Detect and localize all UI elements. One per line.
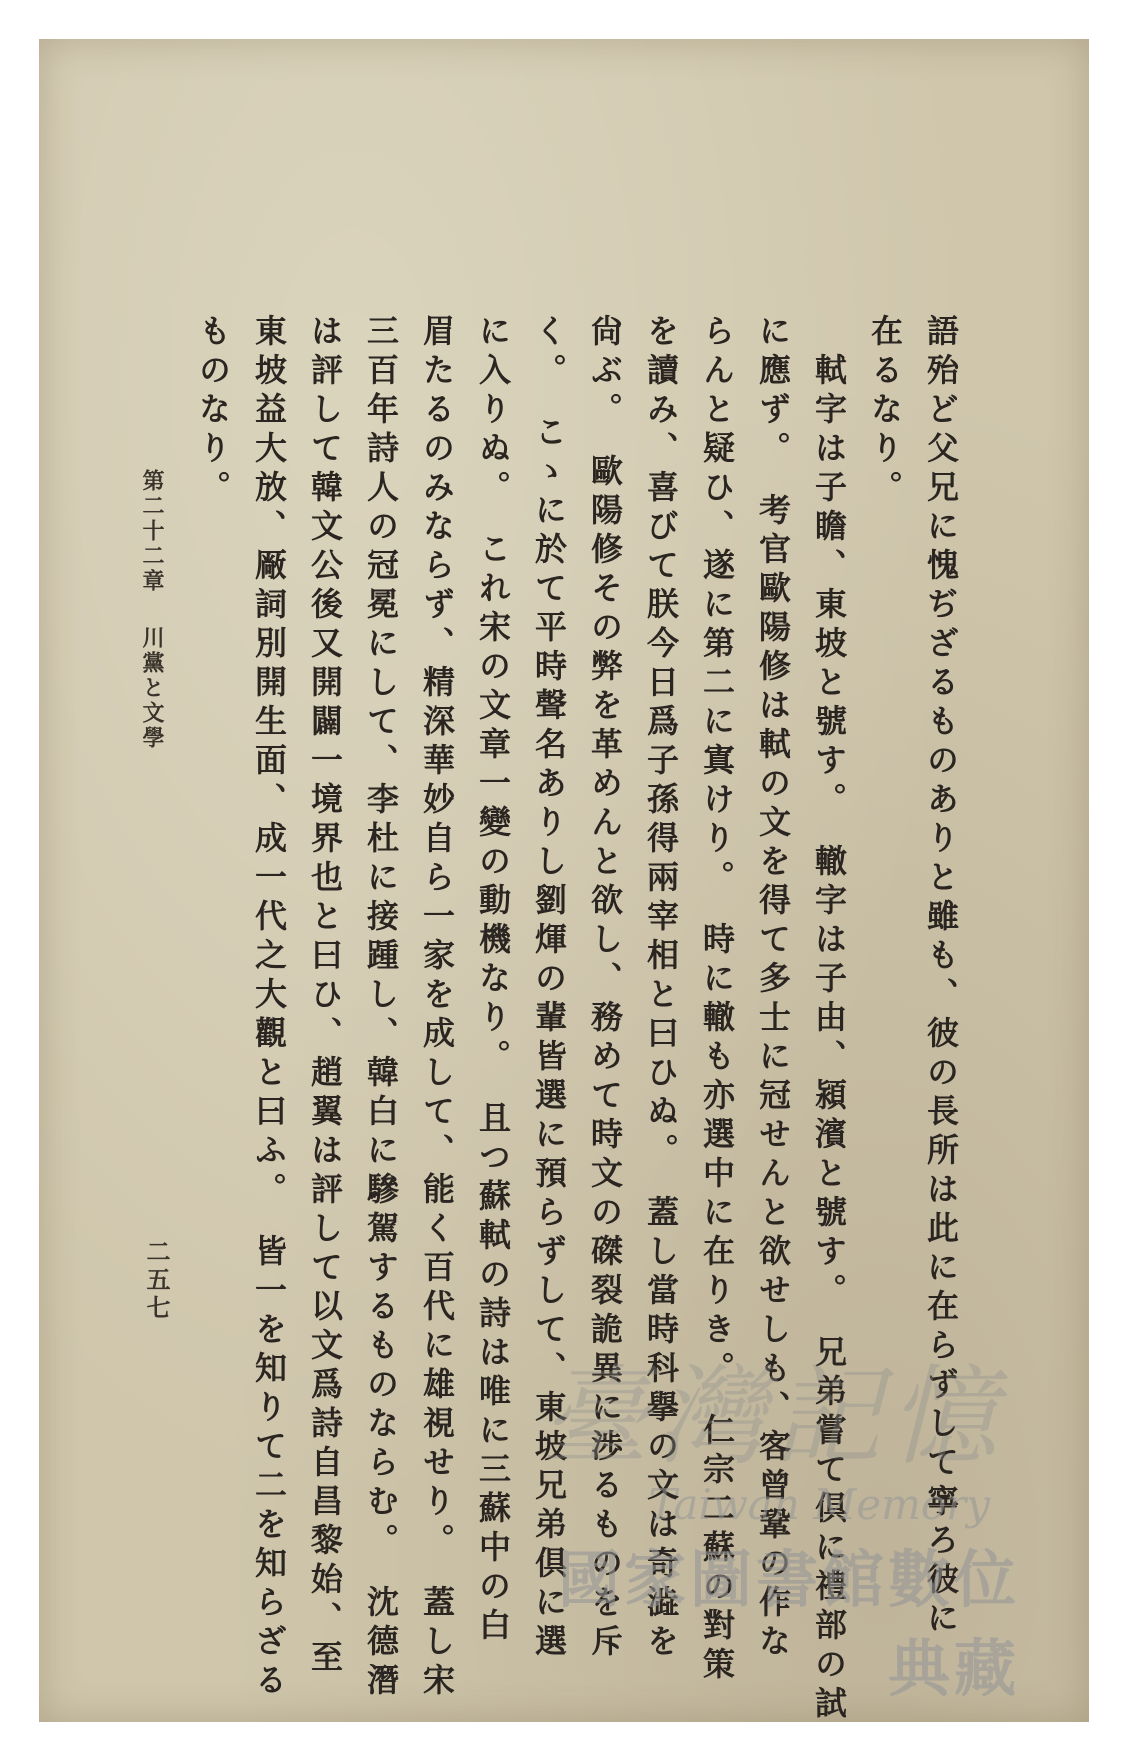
chapter-label: 第二十二章 [139,469,165,594]
text-column: 軾字は子瞻、東坡と號す。 轍字は子由、潁濱と號す。 兄弟嘗て倶に禮部の試 [810,314,848,1725]
watermark [500,1330,1060,1705]
text-column: 尙ぶ。 歐陽修その弊を革めんと欲し、務めて時文の磔裂詭異に渉るものを斥 [586,314,624,1663]
text-column: に入りぬ。 これ宋の文章一變の動機なり。 且つ蘇軾の詩は唯に三蘇中の白 [474,314,512,1647]
page-number: 二五七 [142,1239,171,1323]
text-column: く。 こゝに於て平時聲名ありし劉煇の輩皆選に預らずして、東坡兄弟倶に選 [530,314,568,1663]
text-column: らんと疑ひ、遂に第二に寘けり。 時に轍も亦選中に在りき。 仁宗二蘇の對策 [698,314,736,1686]
watermark-english: Taiwan Memory [648,1480,990,1529]
text-column: は評して韓文公後又開闢一境界也と曰ひ、趙翼は評して以文爲詩自昌黎始、至 [306,314,344,1679]
text-column: 在るなり。 [866,314,904,509]
text-column: 三百年詩人の冠冕にして、李杜に接踵し、韓白に驂駕するものならむ。 沈德潛 [362,314,400,1702]
watermark-chinese: 國家圖書館數位典藏 [557,1543,1020,1705]
text-column: を讀み、喜びて朕今日爲子孫得兩宰相と曰ひぬ。 蓋し當時科擧の文は奇澁を [642,314,680,1663]
running-head [137,469,168,751]
text-column: 眉たるのみならず、精深華妙自ら一家を成して、能く百代に雄視せり。 蓋し宋 [418,314,456,1702]
text-column: に應ず。 考官歐陽修は軾の文を得て多士に冠せんと欲せしも、客曾鞏の作な [754,314,792,1663]
text-column: 東坡益大放、厰詞別開生面、成一代之大觀と曰ふ。 皆一を知りて二を知らざる [250,314,288,1702]
chapter-title: 川黨と文學 [139,626,165,751]
watermark-script: 臺灣記憶 [540,1355,1005,1480]
text-column: 語殆ど父兄に愧ぢざるものありと雖も、彼の長所は此に在らずして寧ろ彼に [922,314,960,1640]
text-column: ものなり。 [194,314,232,509]
